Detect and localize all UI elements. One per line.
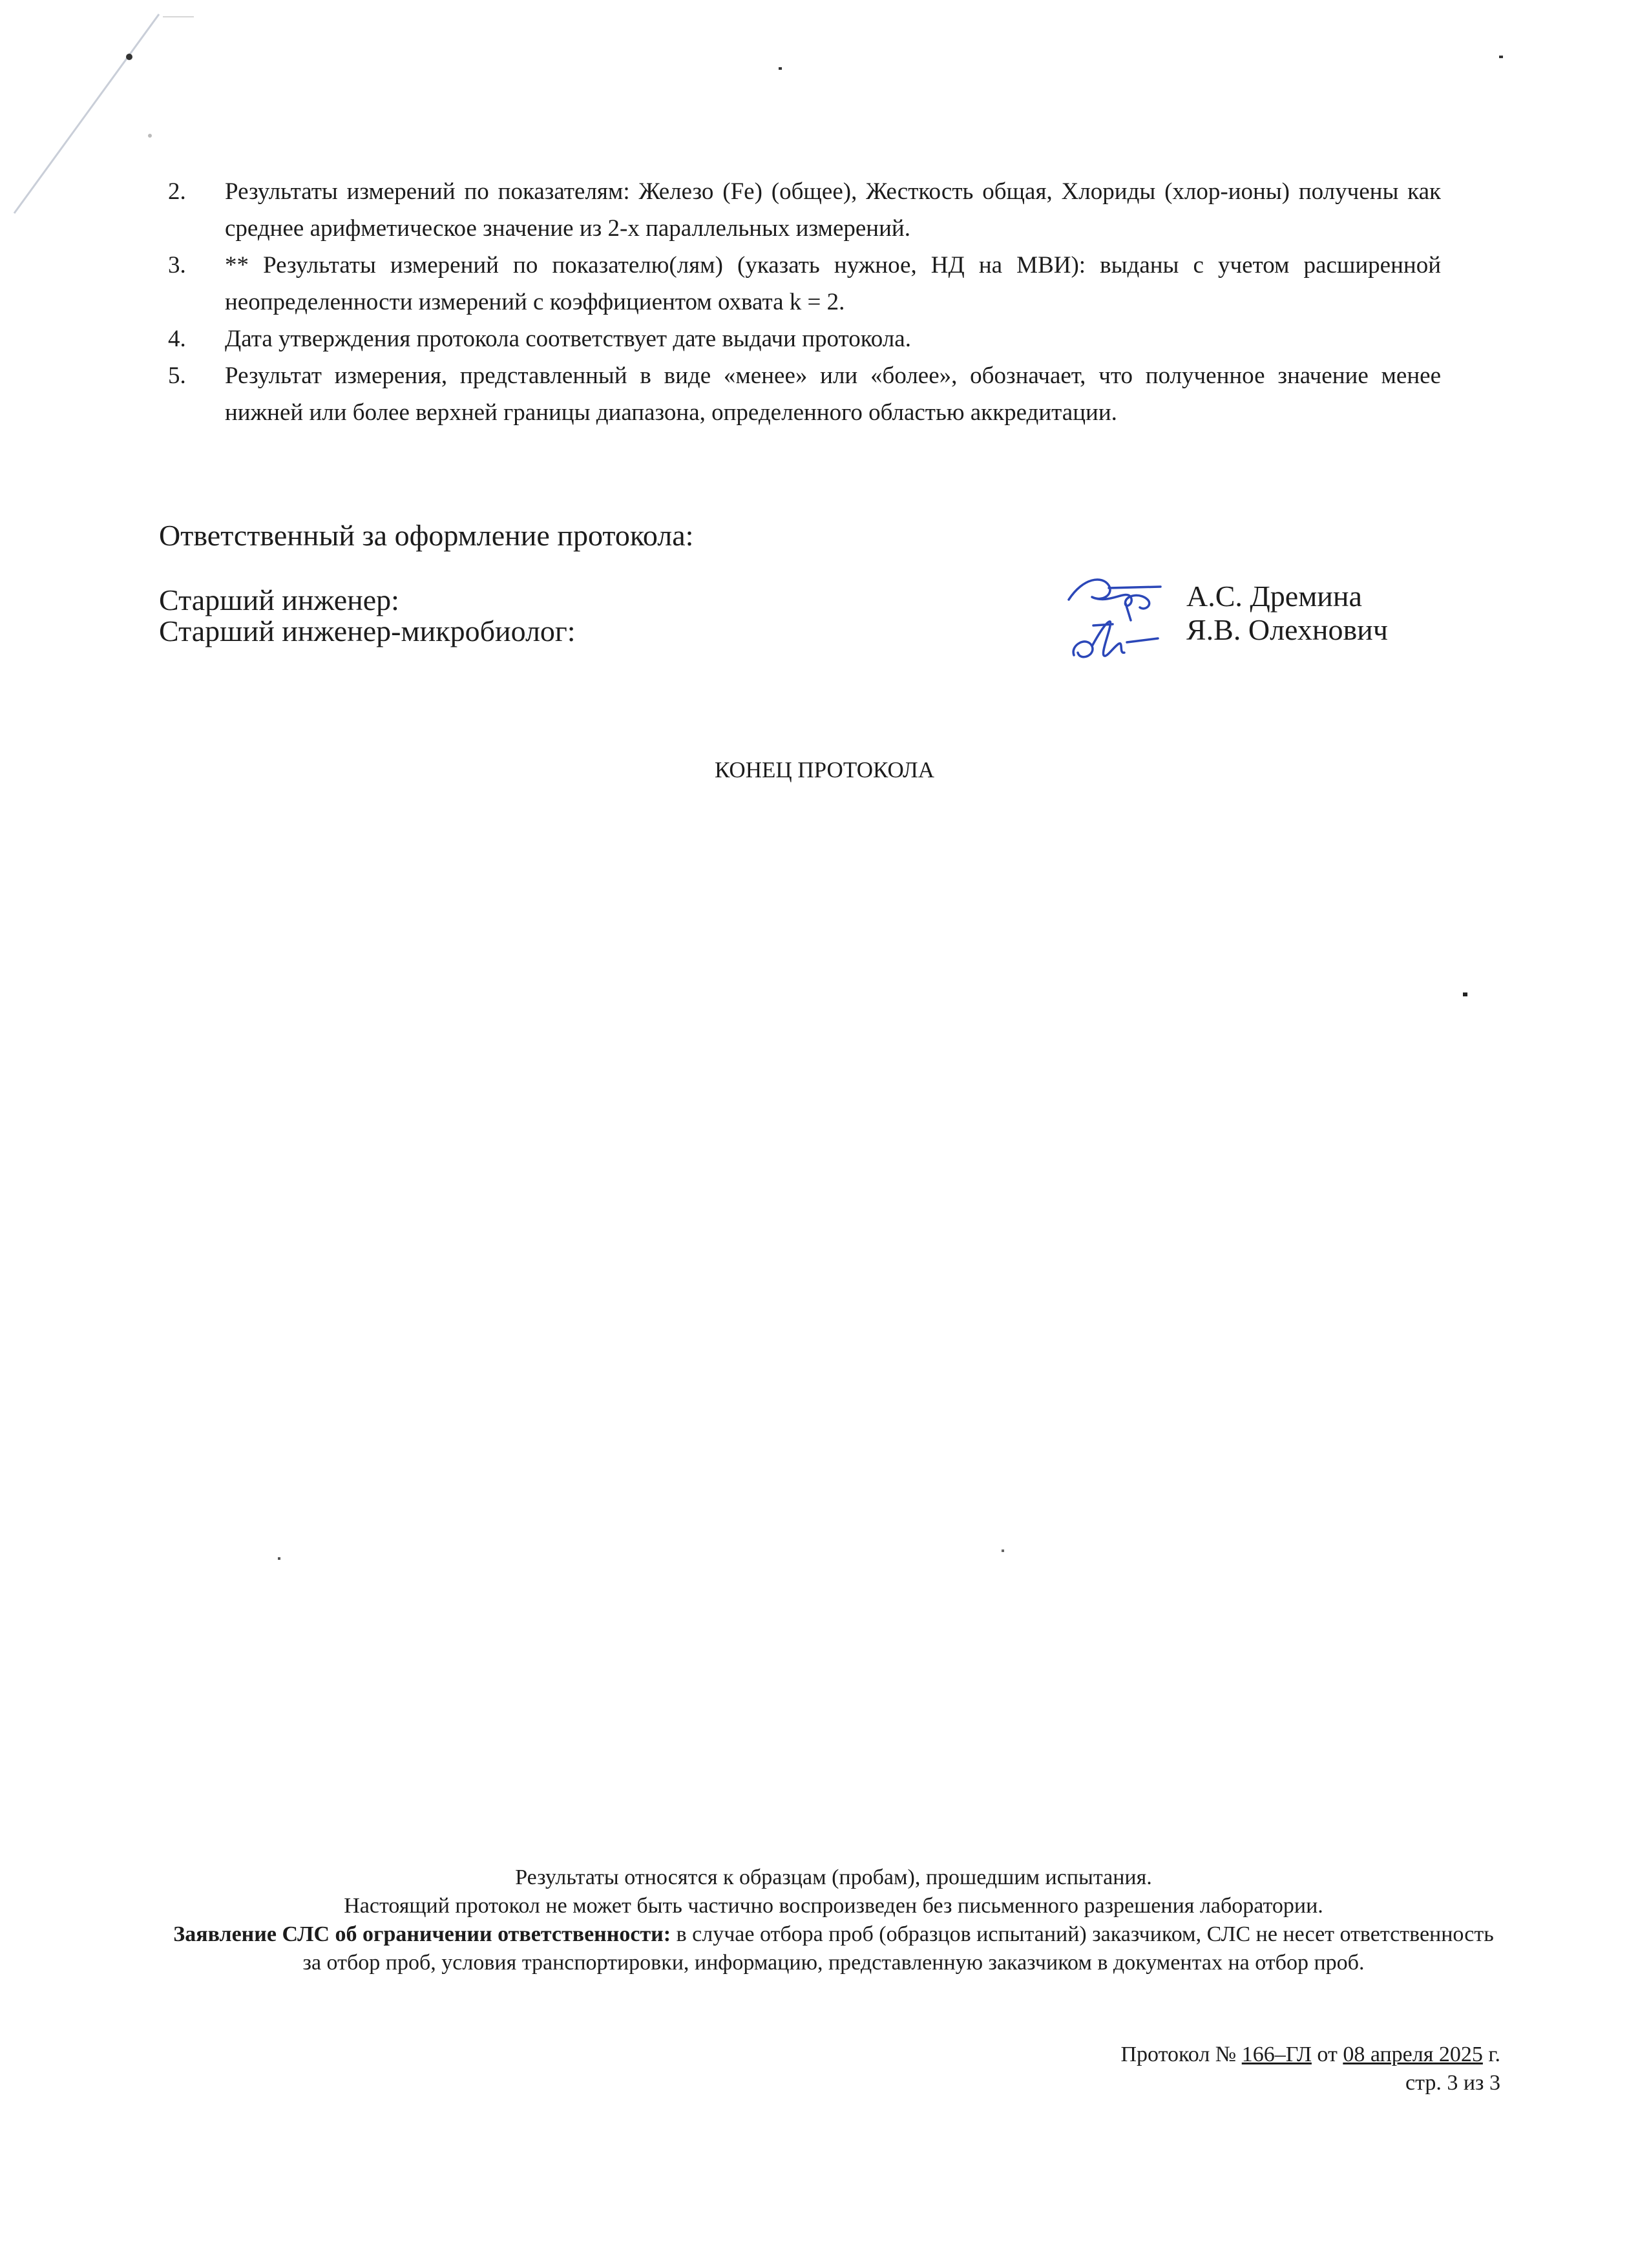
scan-dust-speck — [779, 67, 782, 70]
responsible-title: Ответственный за оформление протокола: — [159, 519, 694, 552]
note-number: 5. — [168, 362, 186, 389]
signer-role: Старший инженер-микробиолог: — [159, 614, 576, 647]
note-item — [168, 247, 1441, 320]
notes-list — [168, 173, 1441, 431]
page-number: стр. 3 из 3 — [1405, 2071, 1500, 2095]
scan-dust-speck — [278, 1557, 280, 1560]
protocol-number: 166–ГЛ — [1241, 2042, 1312, 2066]
scan-edge-artifact — [0, 0, 194, 233]
note-text: Результаты измерений по показателям: Железо (Fe) (общее), Жесткость общая, Хлориды (хлор-ионы) получены как среднее арифметическое значение из 2-х параллельных измерений. — [225, 178, 1441, 242]
signer-name: Я.В. Олехнович — [1186, 613, 1388, 646]
note-item — [168, 320, 1441, 357]
scan-dust-speck — [1002, 1549, 1004, 1552]
signer-role: Старший инженер: — [159, 583, 399, 616]
handwritten-signature — [1067, 613, 1164, 664]
scan-dust-speck — [1499, 56, 1503, 58]
disclaimer-text: в случае отбора проб (образцов испытаний) заказчиком, СЛС не несет ответственность за отбор проб, условия транспортировки, информацию, представленную заказчиком в документах на отбор проб. — [302, 1922, 1494, 1975]
protocol-line — [1120, 2041, 1500, 2069]
protocol-date: 08 апреля 2025 — [1343, 2042, 1483, 2066]
disclaimer-label: Заявление СЛС об ограничении ответственности: — [173, 1922, 671, 1946]
protocol-middle: от — [1311, 2042, 1343, 2066]
scan-dust-speck — [1463, 992, 1467, 996]
footer-reproduction-note: Настоящий протокол не может быть частично воспроизведен без письменного разрешения лаборатории. — [344, 1894, 1323, 1918]
protocol-prefix: Протокол № — [1120, 2042, 1242, 2066]
note-item — [168, 173, 1441, 247]
protocol-reference — [1120, 2041, 1500, 2097]
page-footer — [168, 1864, 1499, 1977]
note-text: ** Результаты измерений по показателю(лям) (указать нужное, НД на МВИ): выданы с учетом расширенной неопределенности измерений с коэффициентом охвата k = 2. — [225, 252, 1441, 315]
protocol-suffix: г. — [1482, 2042, 1500, 2066]
note-item — [168, 357, 1441, 431]
footer-disclaimer — [168, 1920, 1499, 1977]
note-text: Результат измерения, представленный в виде «менее» или «более», обозначает, что полученное значение менее нижней или более верхней границы диапазона, определенного областью аккредитации. — [225, 362, 1441, 426]
note-number: 4. — [168, 326, 186, 352]
note-text: Дата утверждения протокола соответствует дате выдачи протокола. — [225, 326, 911, 352]
note-number: 2. — [168, 178, 186, 205]
signer-name: А.С. Дремина — [1186, 580, 1362, 613]
footer-results-note: Результаты относятся к образцам (пробам), прошедшим испытания. — [515, 1865, 1152, 1889]
end-of-protocol-title: КОНЕЦ ПРОТОКОЛА — [714, 757, 935, 782]
note-number: 3. — [168, 252, 186, 278]
